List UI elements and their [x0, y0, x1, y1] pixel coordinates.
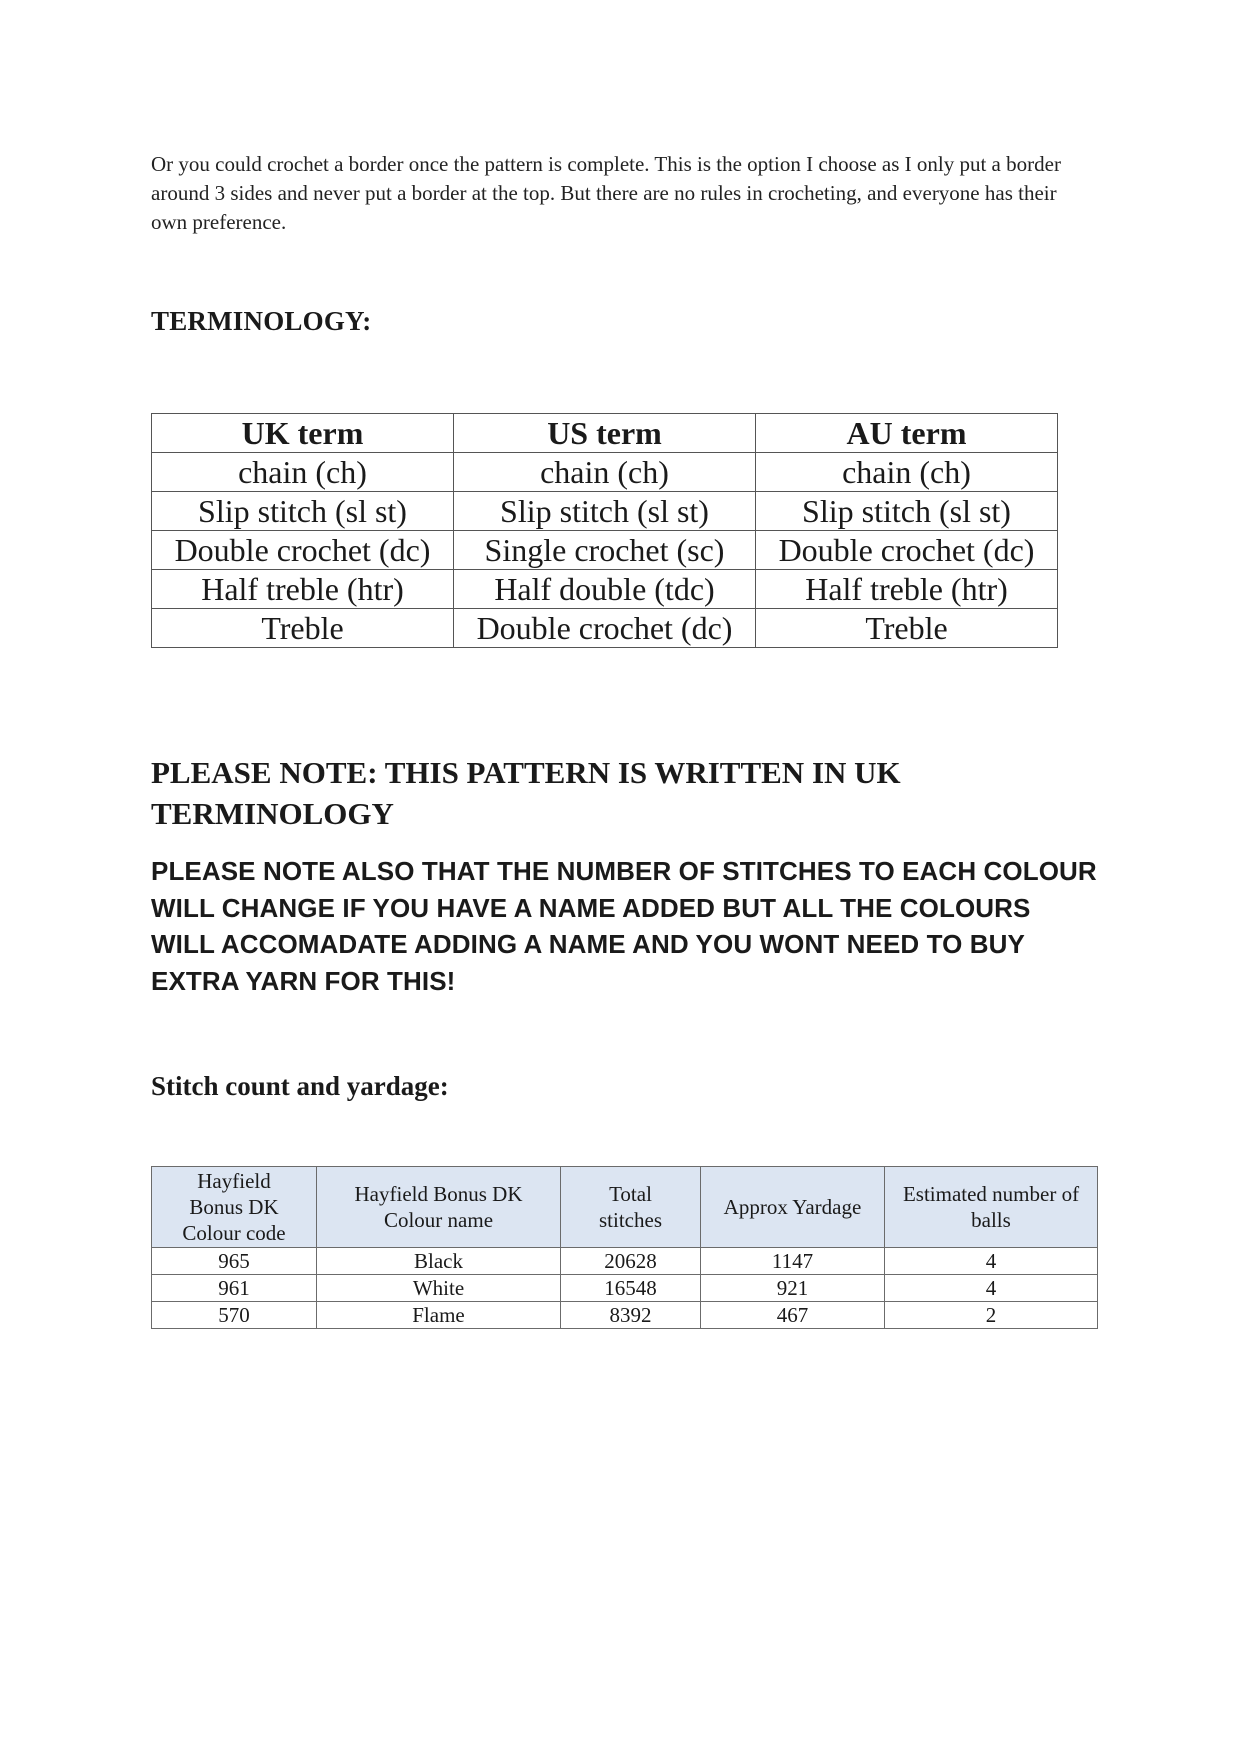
stitch-count-heading: Stitch count and yardage: — [151, 1071, 449, 1101]
approx-yardage-header: Approx Yardage — [701, 1167, 885, 1248]
us-term-header: US term — [454, 414, 756, 453]
intro-paragraph: Or you could crochet a border once the pattern is complete. This is the option I choose as I only put a border around 3 sides and never put a border at the top. But there are no rules in crocheting, and everyone has their own preference. — [151, 152, 1061, 234]
table-cell: Slip stitch (sl st) — [454, 492, 756, 531]
uk-terminology-note: PLEASE NOTE: THIS PATTERN IS WRITTEN IN UK TERMINOLOGY — [151, 755, 901, 831]
table-row — [152, 492, 1058, 531]
table-cell: 20628 — [561, 1248, 701, 1275]
table-cell: Slip stitch (sl st) — [152, 492, 454, 531]
au-term-header: AU term — [756, 414, 1058, 453]
table-row — [152, 609, 1058, 648]
table-cell: Half treble (htr) — [152, 570, 454, 609]
table-cell: White — [317, 1275, 561, 1302]
table-cell: Treble — [756, 609, 1058, 648]
table-cell: 8392 — [561, 1302, 701, 1329]
total-stitches-header: Total stitches — [561, 1167, 701, 1248]
table-cell: Black — [317, 1248, 561, 1275]
table-row — [152, 453, 1058, 492]
table-cell: 467 — [701, 1302, 885, 1329]
table-row — [152, 1248, 1098, 1275]
table-cell: Treble — [152, 609, 454, 648]
terminology-table — [151, 413, 1058, 648]
stitch-header-row — [152, 1167, 1098, 1248]
terminology-heading: TERMINOLOGY: — [151, 306, 372, 336]
table-cell: 965 — [152, 1248, 317, 1275]
table-cell: Double crochet (dc) — [756, 531, 1058, 570]
table-cell: chain (ch) — [152, 453, 454, 492]
table-cell: 16548 — [561, 1275, 701, 1302]
colour-name-header: Hayfield Bonus DK Colour name — [317, 1167, 561, 1248]
table-cell: Single crochet (sc) — [454, 531, 756, 570]
table-cell: Half treble (htr) — [756, 570, 1058, 609]
table-cell: chain (ch) — [756, 453, 1058, 492]
table-cell: 4 — [885, 1248, 1098, 1275]
table-cell: 921 — [701, 1275, 885, 1302]
table-row — [152, 1275, 1098, 1302]
name-stitches-note: PLEASE NOTE ALSO THAT THE NUMBER OF STITCHES TO EACH COLOUR WILL CHANGE IF YOU HAVE A NAME ADDED BUT ALL THE COLOURS WILL ACCOMADATE ADDING A NAME AND YOU WONT NEED TO BUY EXTRA YARN FOR THIS! — [151, 856, 1097, 996]
table-cell: Slip stitch (sl st) — [756, 492, 1058, 531]
table-cell: Flame — [317, 1302, 561, 1329]
table-row — [152, 531, 1058, 570]
stitch-count-table — [151, 1166, 1098, 1329]
uk-term-header: UK term — [152, 414, 454, 453]
table-row — [152, 570, 1058, 609]
table-cell: Double crochet (dc) — [454, 609, 756, 648]
table-cell: 570 — [152, 1302, 317, 1329]
table-row — [152, 1302, 1098, 1329]
table-cell: 2 — [885, 1302, 1098, 1329]
table-cell: 4 — [885, 1275, 1098, 1302]
estimated-balls-header: Estimated number of balls — [885, 1167, 1098, 1248]
table-cell: Double crochet (dc) — [152, 531, 454, 570]
table-cell: Half double (tdc) — [454, 570, 756, 609]
table-cell: 961 — [152, 1275, 317, 1302]
table-cell: 1147 — [701, 1248, 885, 1275]
table-cell: chain (ch) — [454, 453, 756, 492]
terminology-header-row — [152, 414, 1058, 453]
colour-code-header: Hayfield Bonus DK Colour code — [152, 1167, 317, 1248]
